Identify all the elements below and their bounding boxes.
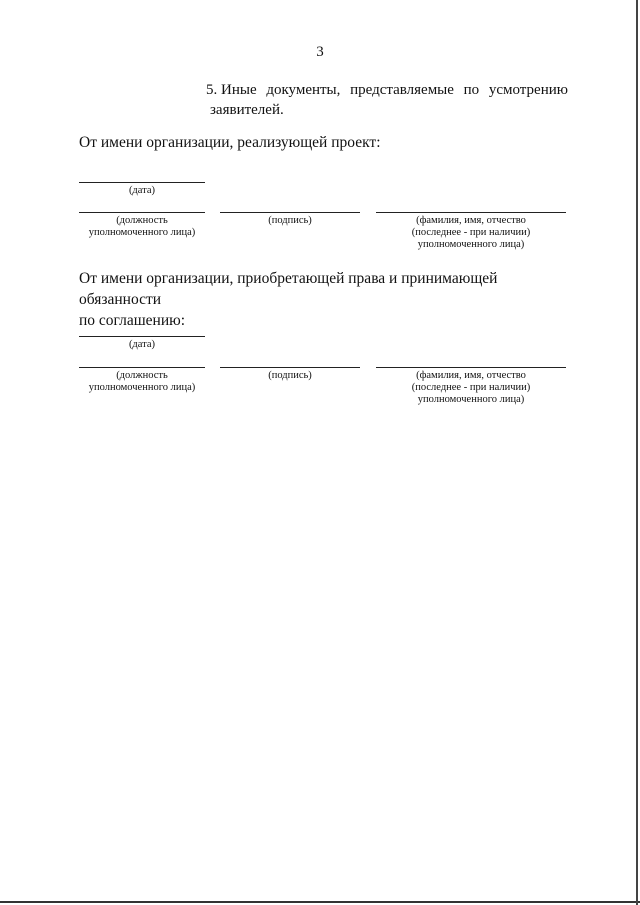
caption-line: (фамилия, имя, отчество — [416, 370, 526, 381]
section-2-heading — [79, 268, 569, 331]
item-5-word: документы, — [266, 82, 341, 98]
section-1-signature-line — [220, 212, 360, 213]
scan-right-edge — [636, 0, 638, 905]
section-1-date-line — [79, 182, 205, 183]
page-number: 3 — [316, 44, 324, 60]
caption-line: уполномоченного лица) — [88, 382, 196, 393]
item-5-paragraph — [206, 80, 568, 120]
item-5-word: усмотрению — [488, 82, 568, 98]
section-2-name-caption — [376, 370, 566, 406]
caption-line: уполномоченного лица) — [417, 239, 525, 250]
caption-line: (должность — [116, 215, 168, 226]
section-2-position-caption — [70, 370, 214, 394]
item-5-line-2: заявителей. — [210, 102, 284, 118]
section-2-signature-caption: (подпись) — [268, 370, 312, 381]
section-1-name-caption — [376, 215, 566, 251]
section-1-position-caption — [70, 215, 214, 239]
item-5-word: по — [463, 82, 480, 98]
caption-line: (последнее - при наличии) — [411, 227, 531, 238]
section-1-name-line — [376, 212, 566, 213]
heading-line: по соглашению: — [79, 312, 186, 329]
section-1-signature-caption: (подпись) — [268, 215, 312, 226]
caption-line: (последнее - при наличии) — [411, 382, 531, 393]
caption-line: уполномоченного лица) — [88, 227, 196, 238]
section-1-heading: От имени организации, реализующей проект: — [79, 134, 381, 151]
section-2-date-line — [79, 336, 205, 337]
section-2-position-line — [79, 367, 205, 368]
item-5-word: представляемые — [350, 82, 454, 98]
item-5-word: 5. Иные — [206, 82, 257, 98]
item-5-line-1 — [206, 80, 568, 100]
scan-bottom-edge — [0, 901, 640, 903]
caption-line: (фамилия, имя, отчество — [416, 215, 526, 226]
caption-line: уполномоченного лица) — [417, 394, 525, 405]
section-1-position-line — [79, 212, 205, 213]
section-2-name-line — [376, 367, 566, 368]
section-1-date-caption: (дата) — [128, 185, 156, 196]
section-2-signature-line — [220, 367, 360, 368]
caption-line: (должность — [116, 370, 168, 381]
heading-line: От имени организации, приобретающей права и принимающей обязанности — [79, 270, 498, 308]
section-2-date-caption: (дата) — [128, 339, 156, 350]
